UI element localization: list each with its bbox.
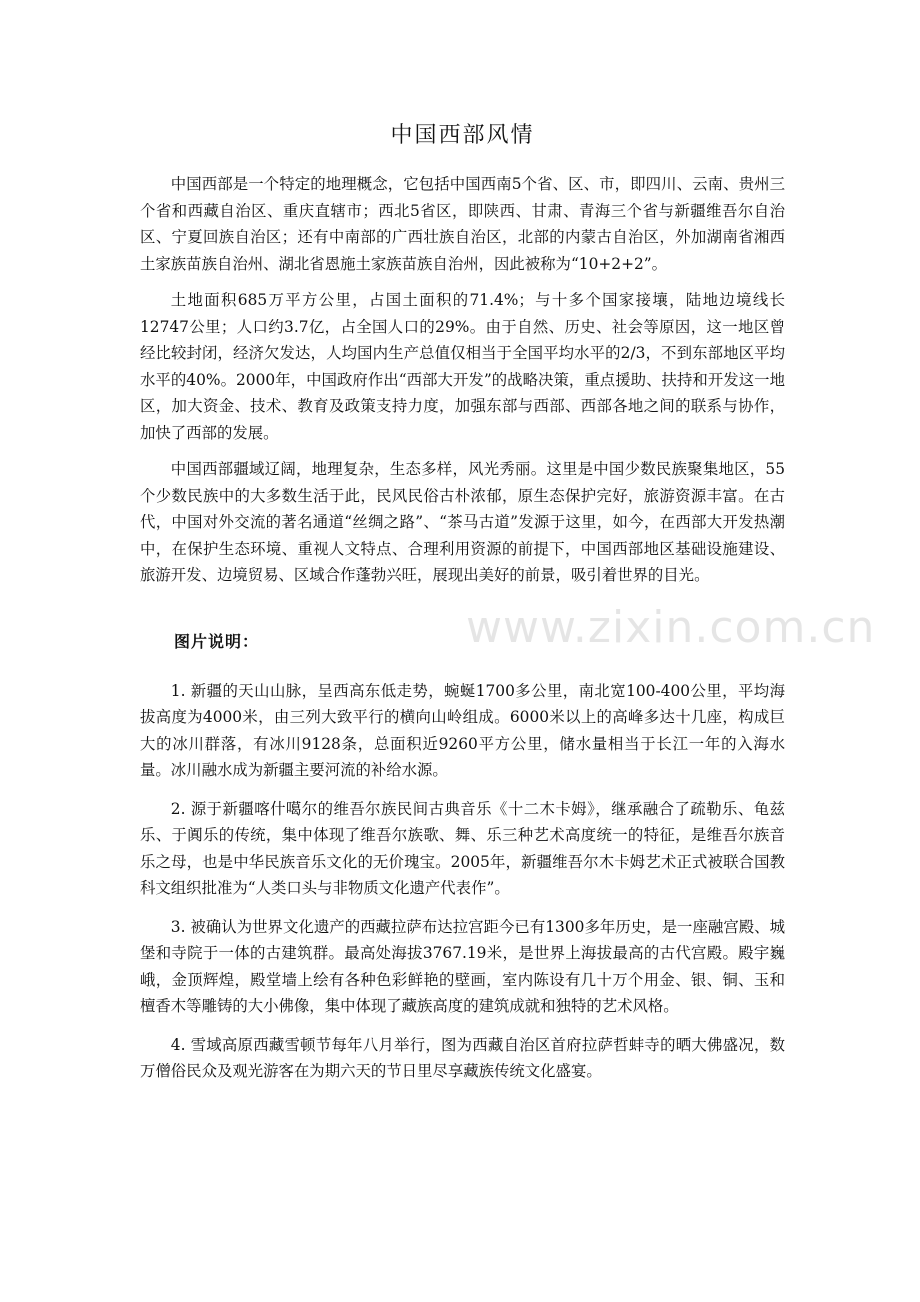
caption-heading: 图片说明：: [174, 631, 260, 651]
watermark: www.zixin.com.cn: [466, 602, 876, 653]
body-paragraph-3: 中国西部疆域辽阔，地理复杂，生态多样，风光秀丽。这里是中国少数民族聚集地区，55个少数民族中的大多数生活于此，民风民俗古朴浓郁，原生态保护完好，旅游资源丰富。在古代，中国对外交流的著名通道“丝绸之路”、“茶马古道”发源于这里，如今，在西部大开发热潮中，在保护生态环境、重视人文特点、合理利用资源的前提下，中国西部地区基础设施建设、旅游开发、边境贸易、区域合作蓬勃兴旺，展现出美好的前景，吸引着世界的目光。: [140, 460, 785, 584]
caption-item-2: 2. 源于新疆喀什噶尔的维吾尔族民间古典音乐《十二木卡姆》，继承融合了疏勒乐、龟兹乐、于阗乐的传统，集中体现了维吾尔族歌、舞、乐三种艺术高度统一的特征，是维吾尔族音乐之母，也是中华民族音乐文化的无价瑰宝。2005年，新疆维吾尔木卡姆艺术正式被联合国教科文组织批准为“人类口头与非物质文化遗产代表作”。: [140, 799, 785, 897]
document-page: [140, 118, 785, 1097]
body-paragraph-1: 中国西部是一个特定的地理概念，它包括中国西南5个省、区、市，即四川、云南、贵州三个省和西藏自治区、重庆直辖市；西北5省区，即陕西、甘肃、青海三个省与新疆维吾尔自治区、宁夏回族自治区；还有中南部的广西壮族自治区，北部的内蒙古自治区，外加湖南省湘西土家族苗族自治州、湖北省恩施土家族苗族自治州，因此被称为“10+2+2”。: [140, 175, 785, 273]
document-title: 中国西部风情: [390, 123, 535, 148]
caption-item-3: 3. 被确认为世界文化遗产的西藏拉萨布达拉宫距今已有1300多年历史，是一座融宫殿、城堡和寺院于一体的古建筑群。最高处海拔3767.19米，是世界上海拔最高的古代宫殿。殿宇巍峨，金顶辉煌，殿堂墙上绘有各种色彩鲜艳的壁画，室内陈设有几十万个用金、银、铜、玉和檀香木等雕铸的大小佛像，集中体现了藏族高度的建筑成就和独特的艺术风格。: [140, 917, 785, 1015]
caption-item-1: 1. 新疆的天山山脉，呈西高东低走势，蜿蜒1700多公里，南北宽100-400公里，平均海拔高度为4000米，由三列大致平行的横向山岭组成。6000米以上的高峰多达十几座，构成巨大的冰川群落，有冰川9128条，总面积近9260平方公里，储水量相当于长江一年的入海水量。冰川融水成为新疆主要河流的补给水源。: [140, 681, 785, 779]
caption-item-4: 4. 雪域高原西藏雪顿节每年八月举行，图为西藏自治区首府拉萨哲蚌寺的晒大佛盛况，数万僧俗民众及观光游客在为期六天的节日里尽享藏族传统文化盛宴。: [140, 1035, 785, 1080]
body-paragraph-2: 土地面积685万平方公里，占国土面积的71.4%；与十多个国家接壤，陆地边境线长12747公里；人口约3.7亿，占全国人口的29%。由于自然、历史、社会等原因，这一地区曾经比较封闭，经济欠发达，人均国内生产总值仅相当于全国平均水平的2/3，不到东部地区平均水平的40%。2000年，中国政府作出“西部大开发”的战略决策，重点援助、扶持和开发这一地区，加大资金、技术、教育及政策支持力度，加强东部与西部、西部各地之间的联系与协作，加快了西部的发展。: [140, 291, 785, 442]
